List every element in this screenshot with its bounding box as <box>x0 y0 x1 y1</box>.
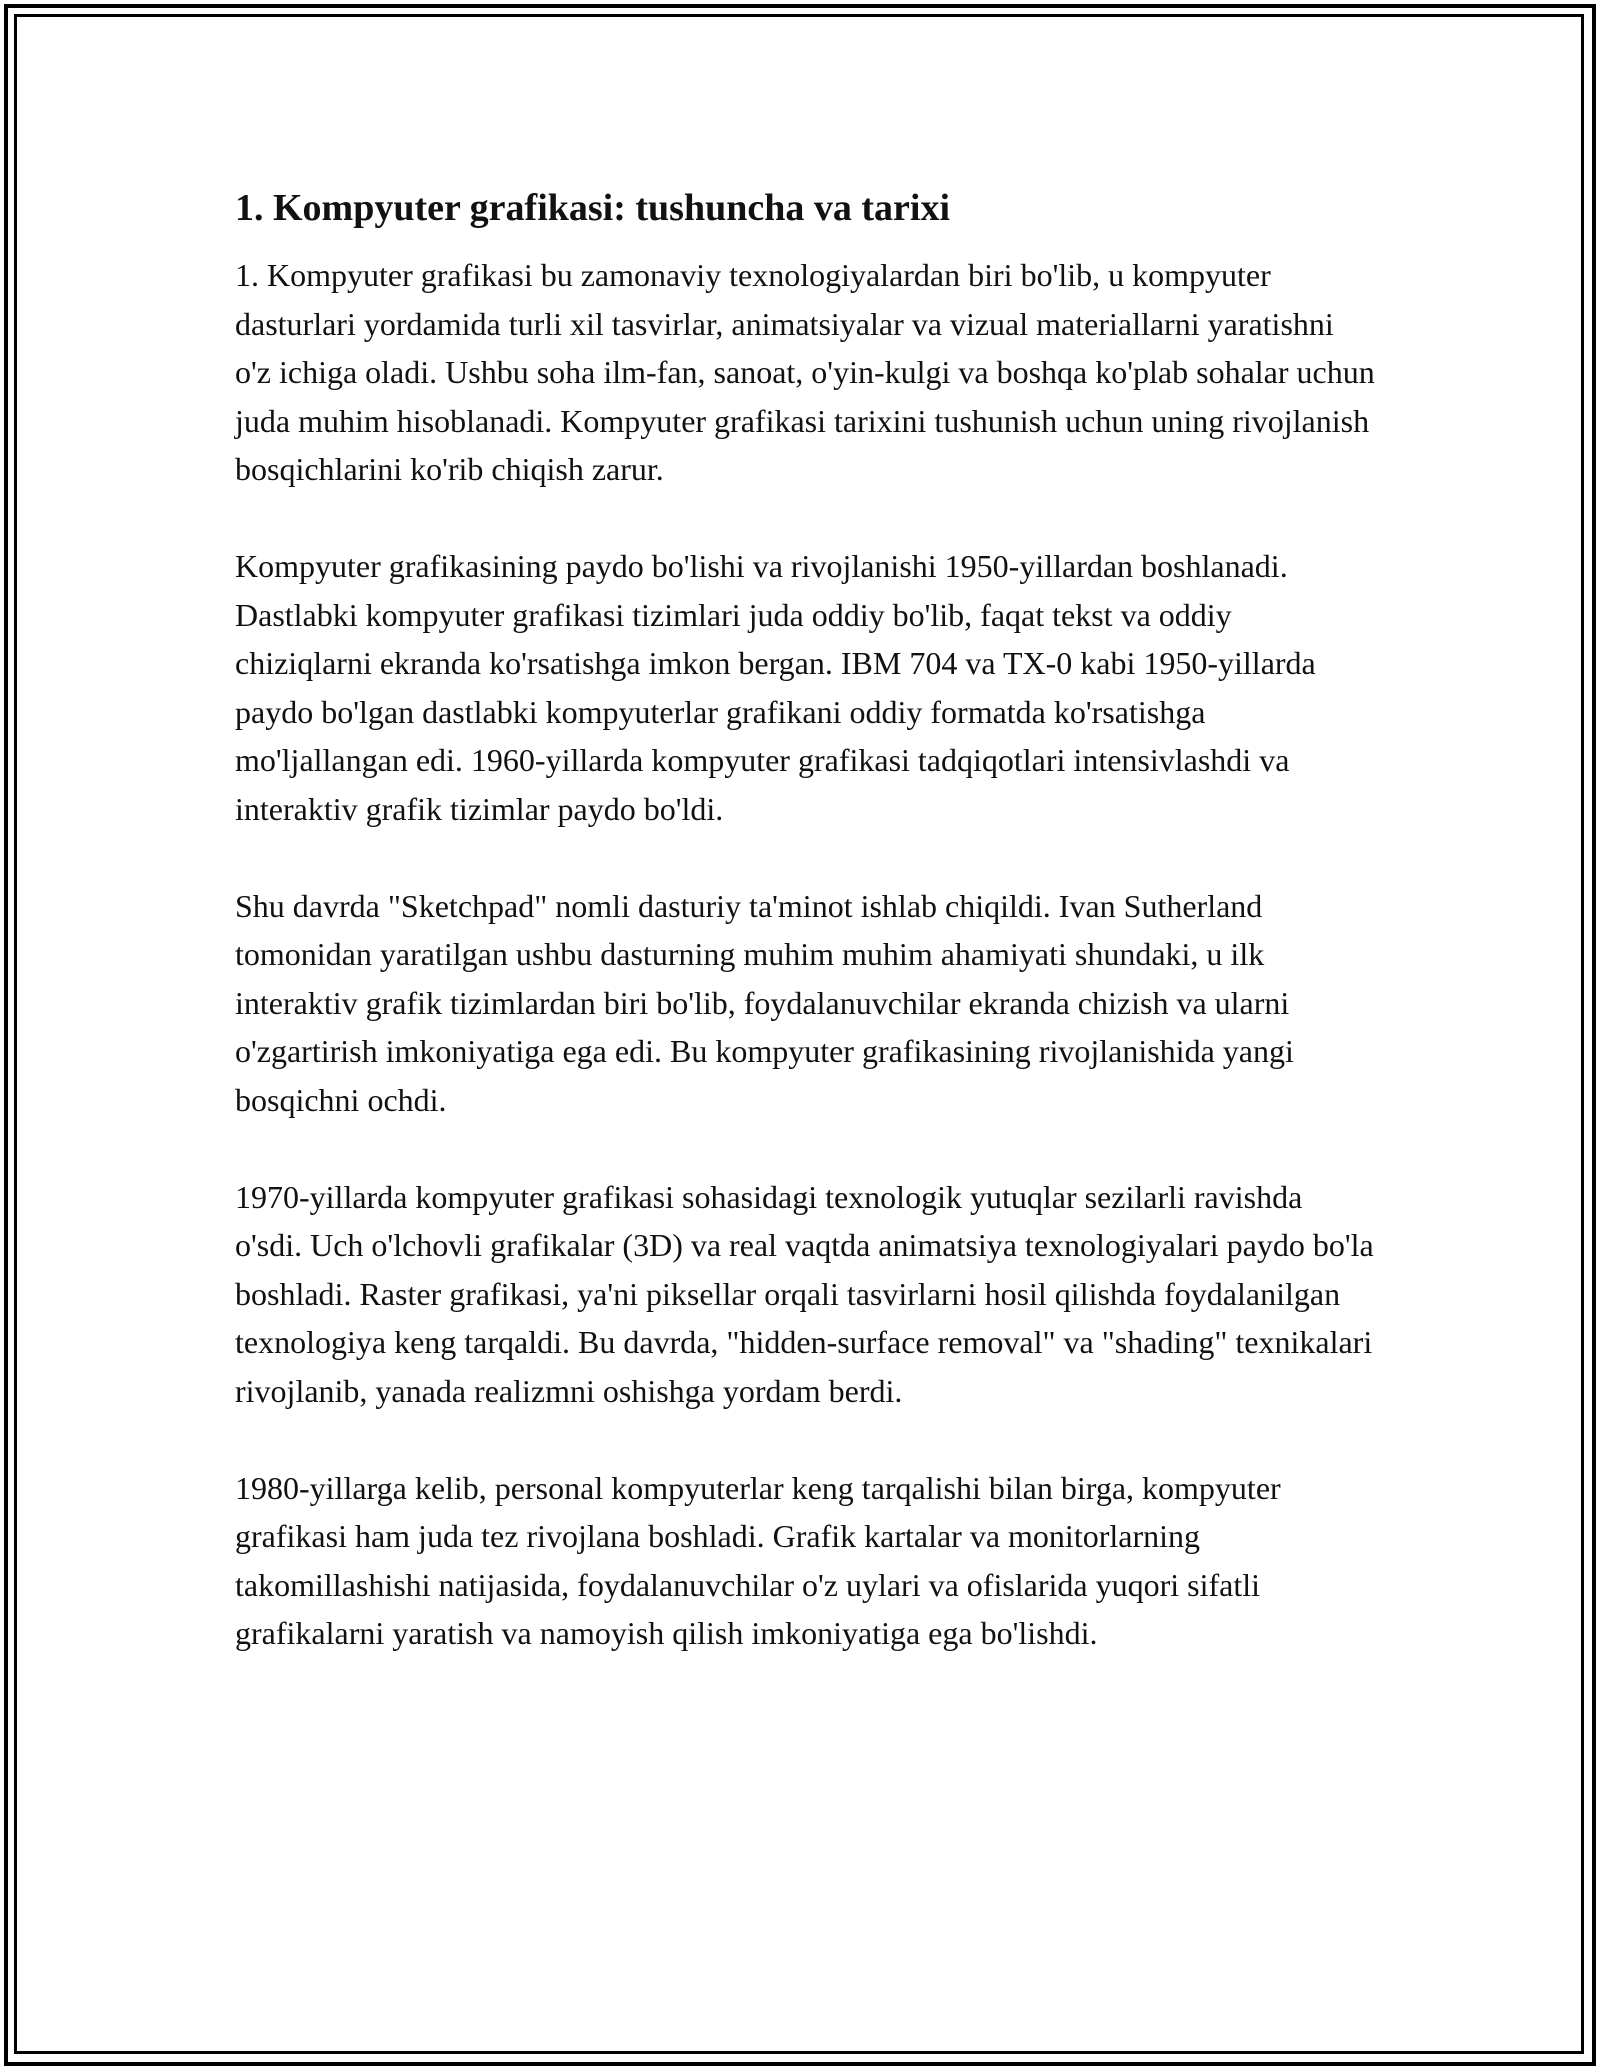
paragraph-1980s: 1980-yillarga kelib, personal kompyuterlar keng tarqalishi bilan birga, kompyuter grafikasi ham juda tez rivojlana boshladi. Grafik kartalar va monitorlarning takomillashishi natijasida, foydalanuvchilar o'z uylari va ofislarida yuqori sifatli grafikalarni yaratish va namoyish qilish imkoniyatiga ega bo'lishdi. <box>235 1469 1281 1651</box>
document-body <box>235 185 1375 1706</box>
paragraph-sketchpad: Shu davrda "Sketchpad" nomli dasturiy ta'minot ishlab chiqildi. Ivan Sutherland tomonidan yaratilgan ushbu dasturning muhim muhim ahamiyati shundaki, u ilk interaktiv grafik tizimlardan biri bo'lib, foydalanuvchilar ekranda chizish va ularni o'zgartirish imkoniyatiga ega edi. Bu kompyuter grafikasining rivojlanishida yangi bosqichni ochdi. <box>235 887 1294 1118</box>
paragraph-1950s: Kompyuter grafikasining paydo bo'lishi va rivojlanishi 1950-yillardan boshlanadi. Dastlabki kompyuter grafikasi tizimlari juda oddiy bo'lib, faqat tekst va oddiy chiziqlarni ekranda ko'rsatishga imkon bergan. IBM 704 va TX-0 kabi 1950-yillarda paydo bo'lgan dastlabki kompyuterlar grafikani oddiy formatda ko'rsatishga mo'ljallangan edi. 1960-yillarda kompyuter grafikasi tadqiqotlari intensivlashdi va interaktiv grafik tizimlar paydo bo'ldi. <box>235 548 1316 827</box>
section-heading: 1. Kompyuter grafikasi: tushuncha va tarixi <box>235 187 951 229</box>
paragraph-1970s: 1970-yillarda kompyuter grafikasi sohasidagi texnologik yutuqlar sezilarli ravishda o'sdi. Uch o'lchovli grafikalar (3D) va real vaqtda animatsiya texnologiyalari paydo bo'la boshladi. Raster grafikasi, ya'ni piksellar orqali tasvirlarni hosil qilishda foydalanilgan texnologiya keng tarqaldi. Bu davrda, "hidden-surface removal" va "shading" texnikalari rivojlanib, yanada realizmni oshishga yordam berdi. <box>235 1178 1374 1409</box>
paragraph-intro: 1. Kompyuter grafikasi bu zamonaviy texnologiyalardan biri bo'lib, u kompyuter dasturlari yordamida turli xil tasvirlar, animatsiyalar va vizual materiallarni yaratishni o'z ichiga oladi. Ushbu soha ilm-fan, sanoat, o'yin-kulgi va boshqa ko'plab sohalar uchun juda muhim hisoblanadi. Kompyuter grafikasi tarixini tushunish uchun uning rivojlanish bosqichlarini ko'rib chiqish zarur. <box>235 257 1375 487</box>
